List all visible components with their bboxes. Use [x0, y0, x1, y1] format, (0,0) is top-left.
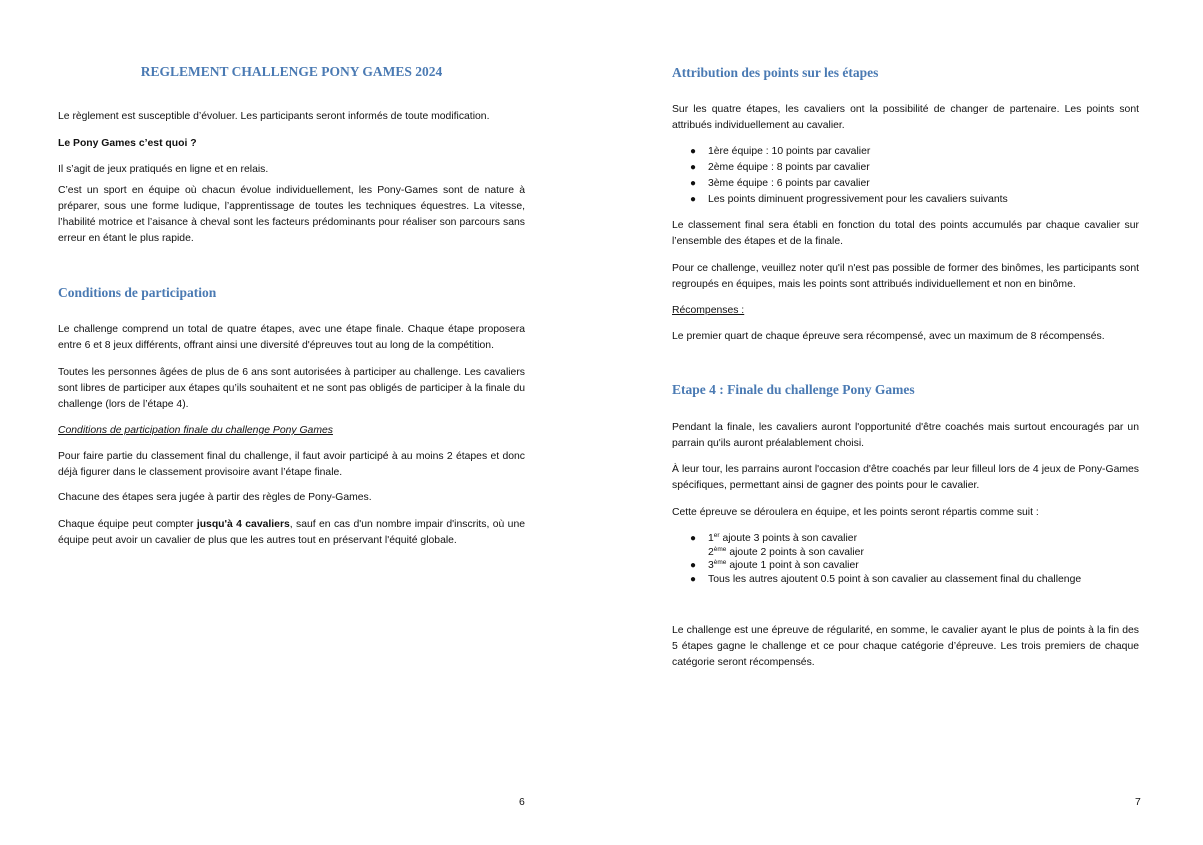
finale-paragraph-3: [58, 517, 525, 549]
final-list-text: Tous les autres ajoutent 0.5 point à son cavalier au classement final du challenge: [708, 573, 1082, 585]
conditions-paragraph-2: Toutes les personnes âgées de plus de 6 ans sont autorisées à participer au challenge. Les cavaliers sont libres de participer aux étapes qu’ils souhaitent et ne sont pas obligés de participer à la finale du challenge (lors de l’étape 4).: [58, 367, 525, 410]
points-paragraph-1: Sur les quatre étapes, les cavaliers ont la possibilité de changer de partenaire. Les points sont attribués individuellement au cavalier.: [672, 104, 1139, 131]
bullet-icon: ●: [690, 162, 697, 173]
document-title: REGLEMENT CHALLENGE PONY GAMES 2024: [140, 64, 443, 79]
points-list-text: 2ème équipe : 8 points par cavalier: [708, 162, 870, 173]
conditions-paragraph-1: Le challenge comprend un total de quatre étapes, avec une étape finale. Chaque étape proposera entre 6 et 8 jeux différents, offrant ainsi une diversité d'épreuves tout au long de la compétition.: [58, 324, 525, 351]
final-list-item: [672, 532, 1139, 546]
finale-p3-after: , sauf en cas d'un nombre impair d'inscrits, où une équipe peut avoir un cavalier de plus que les autres tout en préservant l'équité globale.: [58, 519, 525, 546]
rank-number: 1: [708, 533, 714, 544]
rank-number: 3: [708, 560, 714, 571]
bullet-icon: ●: [690, 573, 697, 585]
points-heading: Attribution des points sur les étapes: [672, 65, 879, 80]
page-6: [0, 0, 600, 845]
finale-paragraph-1: Pour faire partie du classement final du challenge, il faut avoir participé à au moins 2 étapes et donc déjà figurer dans le classement provisoire avant l’étape finale.: [58, 451, 525, 478]
points-list-item: [672, 176, 1139, 192]
points-list-text: 1ère équipe : 10 points par cavalier: [708, 146, 871, 157]
finale-p3-before: Chaque équipe peut compter: [58, 519, 197, 530]
final-paragraph-1: Pendant la finale, les cavaliers auront l'opportunité d'être coachés mais surtout encouragés par un parrain qu'ils auront préalablement choisi.: [672, 422, 1139, 449]
rank-suffix: ème: [713, 545, 727, 553]
final-list-item: [672, 559, 1139, 573]
points-list-text: 3ème équipe : 6 points par cavalier: [708, 178, 870, 189]
final-list-text: ajoute 3 points à son cavalier: [719, 533, 858, 544]
points-list-item: [672, 160, 1139, 176]
page-7: [600, 0, 1203, 845]
rank-number: 2: [708, 546, 714, 558]
points-paragraph-3: Pour ce challenge, veuillez noter qu'il n'est pas possible de former des binômes, les participants sont regroupés en équipes, mais les points sont attribués individuellement et non en binôme.: [672, 263, 1139, 290]
bullet-icon: ●: [690, 178, 697, 189]
what-heading: Le Pony Games c’est quoi ?: [58, 138, 197, 149]
rewards-heading: Récompenses :: [672, 305, 745, 316]
final-paragraph-3: Cette épreuve se déroulera en équipe, et les points seront répartis comme suit :: [672, 507, 1039, 518]
final-list-text: ajoute 2 points à son cavalier: [726, 546, 864, 558]
points-list: [672, 144, 1139, 208]
page-number-right: 7: [1135, 797, 1141, 808]
what-paragraph-2: C’est un sport en équipe où chacun évolue individuellement, les Pony-Games sont de nature à préparer, sous une forme ludique, l’apprentissage de toutes les techniques équestres. La vitesse, l’habilité motrice et l’aisance à cheval sont les facteurs prédominants pour réaliser son parcours sans erreur en étant le plus rapide.: [58, 185, 525, 244]
finale-p3-bold: jusqu'à 4 cavaliers: [196, 519, 290, 530]
bullet-icon: ●: [690, 194, 697, 205]
final-list-item: [672, 546, 1139, 560]
final-paragraph-2: À leur tour, les parrains auront l'occasion d'être coachés par leur filleul lors de 4 jeux de Pony-Games spécifiques, permettant ainsi de gagner des points pour le cavalier.: [672, 464, 1139, 491]
points-paragraph-2: Le classement final sera établi en fonction du total des points accumulés par chaque cavalier sur l’ensemble des étapes et de la finale.: [672, 220, 1139, 247]
closing-paragraph: Le challenge est une épreuve de régularité, en somme, le cavalier ayant le plus de points à la fin des 5 étapes gagne le challenge et ce pour chaque catégorie d’épreuve. Les trois premiers de chaque catégorie seront récompensés.: [672, 625, 1139, 668]
points-list-text: Les points diminuent progressivement pour les cavaliers suivants: [708, 194, 1008, 205]
rewards-paragraph: Le premier quart de chaque épreuve sera récompensé, avec un maximum de 8 récompensés.: [672, 331, 1105, 342]
page-number-left: 6: [519, 797, 525, 808]
conditions-heading: Conditions de participation: [58, 285, 217, 300]
bullet-icon: ●: [690, 560, 697, 571]
final-heading: Etape 4 : Finale du challenge Pony Games: [672, 382, 915, 397]
rank-suffix: ème: [713, 559, 727, 566]
finale-conditions-heading: Conditions de participation finale du challenge Pony Games: [58, 425, 333, 436]
final-list-item: [672, 573, 1139, 587]
bullet-icon: ●: [690, 146, 697, 157]
rank-suffix: er: [713, 532, 720, 539]
what-paragraph-1: Il s’agit de jeux pratiqués en ligne et en relais.: [58, 164, 269, 175]
points-list-item: [672, 192, 1139, 208]
finale-paragraph-2: Chacune des étapes sera jugée à partir des règles de Pony-Games.: [58, 492, 372, 503]
bullet-icon: ●: [690, 533, 697, 544]
points-list-item: [672, 144, 1139, 160]
final-list-text: ajoute 1 point à son cavalier: [726, 560, 859, 571]
intro-text: Le règlement est susceptible d’évoluer. Les participants seront informés de toute modification.: [58, 111, 490, 122]
final-points-list: [672, 532, 1139, 586]
